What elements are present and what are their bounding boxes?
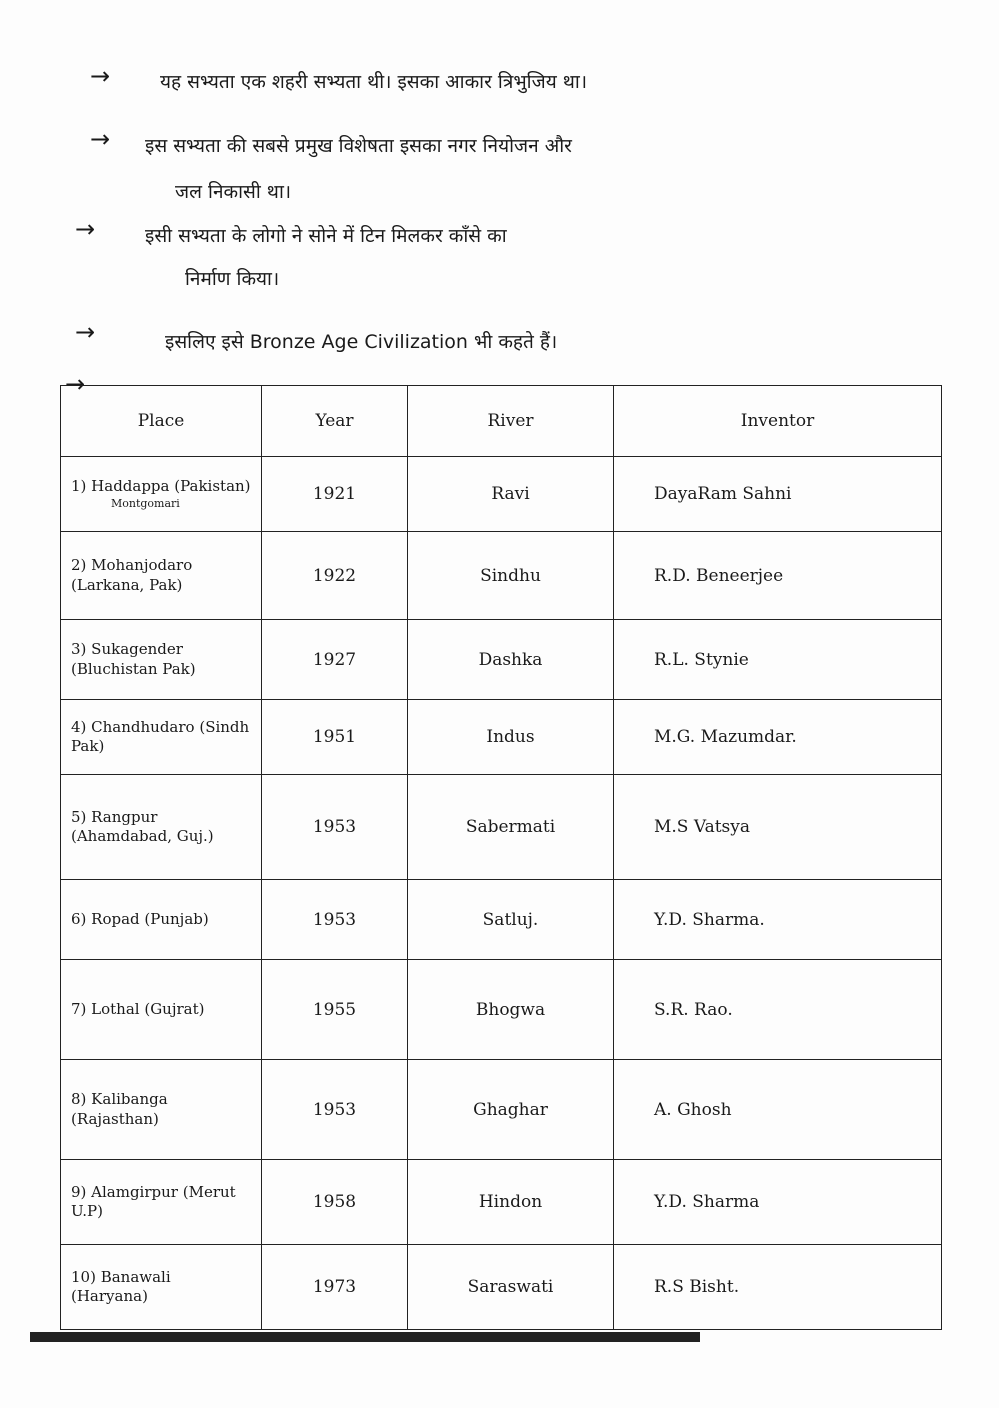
inventor-cell: S.R. Rao. [614, 960, 942, 1060]
note-line-2b: जल निकासी था। [175, 181, 292, 203]
year-cell: 1953 [262, 775, 408, 880]
note-line-3b: निर्माण किया। [185, 268, 280, 290]
place-text: 9) Alamgirpur (Merut U.P) [71, 1182, 236, 1220]
inventor-cell: R.L. Stynie [614, 620, 942, 700]
arrow-icon: → [65, 370, 86, 398]
note-line-3: इसी सभ्यता के लोगो ने सोने में टिन मिलकर काँसे का [145, 225, 507, 247]
header-year: Year [262, 386, 408, 457]
place-cell [61, 700, 262, 775]
scan-edge [30, 1332, 700, 1342]
inventor-cell: M.S Vatsya [614, 775, 942, 880]
place-text: 2) Mohanjodaro (Larkana, Pak) [71, 556, 193, 594]
header-inventor: Inventor [614, 386, 942, 457]
table-row [61, 1160, 942, 1245]
table-row [61, 620, 942, 700]
place-text: 5) Rangpur (Ahamdabad, Guj.) [71, 807, 214, 845]
river-cell: Sabermati [408, 775, 614, 880]
place-cell [61, 620, 262, 700]
place-cell [61, 775, 262, 880]
note-line-2: इस सभ्यता की सबसे प्रमुख विशेषता इसका नगर नियोजन और [145, 135, 572, 157]
table-row [61, 532, 942, 620]
place-text: 4) Chandhudaro (Sindh Pak) [71, 717, 250, 755]
table-row [61, 700, 942, 775]
year-cell: 1922 [262, 532, 408, 620]
place-sub: Montgomari [111, 496, 180, 510]
inventor-cell: DayaRam Sahni [614, 457, 942, 532]
river-cell: Dashka [408, 620, 614, 700]
place-cell [61, 880, 262, 960]
table-row [61, 880, 942, 960]
inventor-cell: Y.D. Sharma [614, 1160, 942, 1245]
arrow-icon: → [75, 318, 96, 346]
sites-table [60, 385, 942, 1330]
place-cell [61, 1060, 262, 1160]
year-cell: 1973 [262, 1245, 408, 1330]
place-cell [61, 960, 262, 1060]
year-cell: 1955 [262, 960, 408, 1060]
river-cell: Sindhu [408, 532, 614, 620]
arrow-icon: → [90, 125, 111, 153]
river-cell: Hindon [408, 1160, 614, 1245]
arrow-icon: → [75, 215, 96, 243]
inventor-cell: Y.D. Sharma. [614, 880, 942, 960]
table-row [61, 960, 942, 1060]
table-row [61, 775, 942, 880]
year-cell: 1953 [262, 880, 408, 960]
place-text: 1) Haddappa (Pakistan) [71, 477, 251, 496]
river-cell: Ravi [408, 457, 614, 532]
table-row [61, 457, 942, 532]
header-place: Place [61, 386, 262, 457]
place-cell [61, 1160, 262, 1245]
river-cell: Ghaghar [408, 1060, 614, 1160]
place-cell [61, 457, 262, 532]
river-cell: Saraswati [408, 1245, 614, 1330]
place-text: 3) Sukagender (Bluchistan Pak) [71, 640, 196, 678]
place-cell [61, 1245, 262, 1330]
place-text: 6) Ropad (Punjab) [71, 909, 209, 928]
river-cell: Satluj. [408, 880, 614, 960]
arrow-icon: → [90, 62, 111, 90]
place-text: 10) Banawali (Haryana) [71, 1267, 171, 1305]
table-row [61, 1245, 942, 1330]
table-row [61, 1060, 942, 1160]
note-line-1: यह सभ्यता एक शहरी सभ्यता थी। इसका आकार त्रिभुजिय था। [160, 71, 588, 93]
year-cell: 1951 [262, 700, 408, 775]
year-cell: 1958 [262, 1160, 408, 1245]
inventor-cell: R.D. Beneerjee [614, 532, 942, 620]
river-cell: Bhogwa [408, 960, 614, 1060]
inventor-cell: M.G. Mazumdar. [614, 700, 942, 775]
place-text: 8) Kalibanga (Rajasthan) [71, 1090, 168, 1128]
year-cell: 1921 [262, 457, 408, 532]
year-cell: 1927 [262, 620, 408, 700]
year-cell: 1953 [262, 1060, 408, 1160]
place-text: 7) Lothal (Gujrat) [71, 999, 205, 1018]
place-cell [61, 532, 262, 620]
inventor-cell: A. Ghosh [614, 1060, 942, 1160]
inventor-cell: R.S Bisht. [614, 1245, 942, 1330]
river-cell: Indus [408, 700, 614, 775]
header-river: River [408, 386, 614, 457]
note-line-4: इसलिए इसे Bronze Age Civilization भी कहते हैं। [165, 331, 558, 353]
